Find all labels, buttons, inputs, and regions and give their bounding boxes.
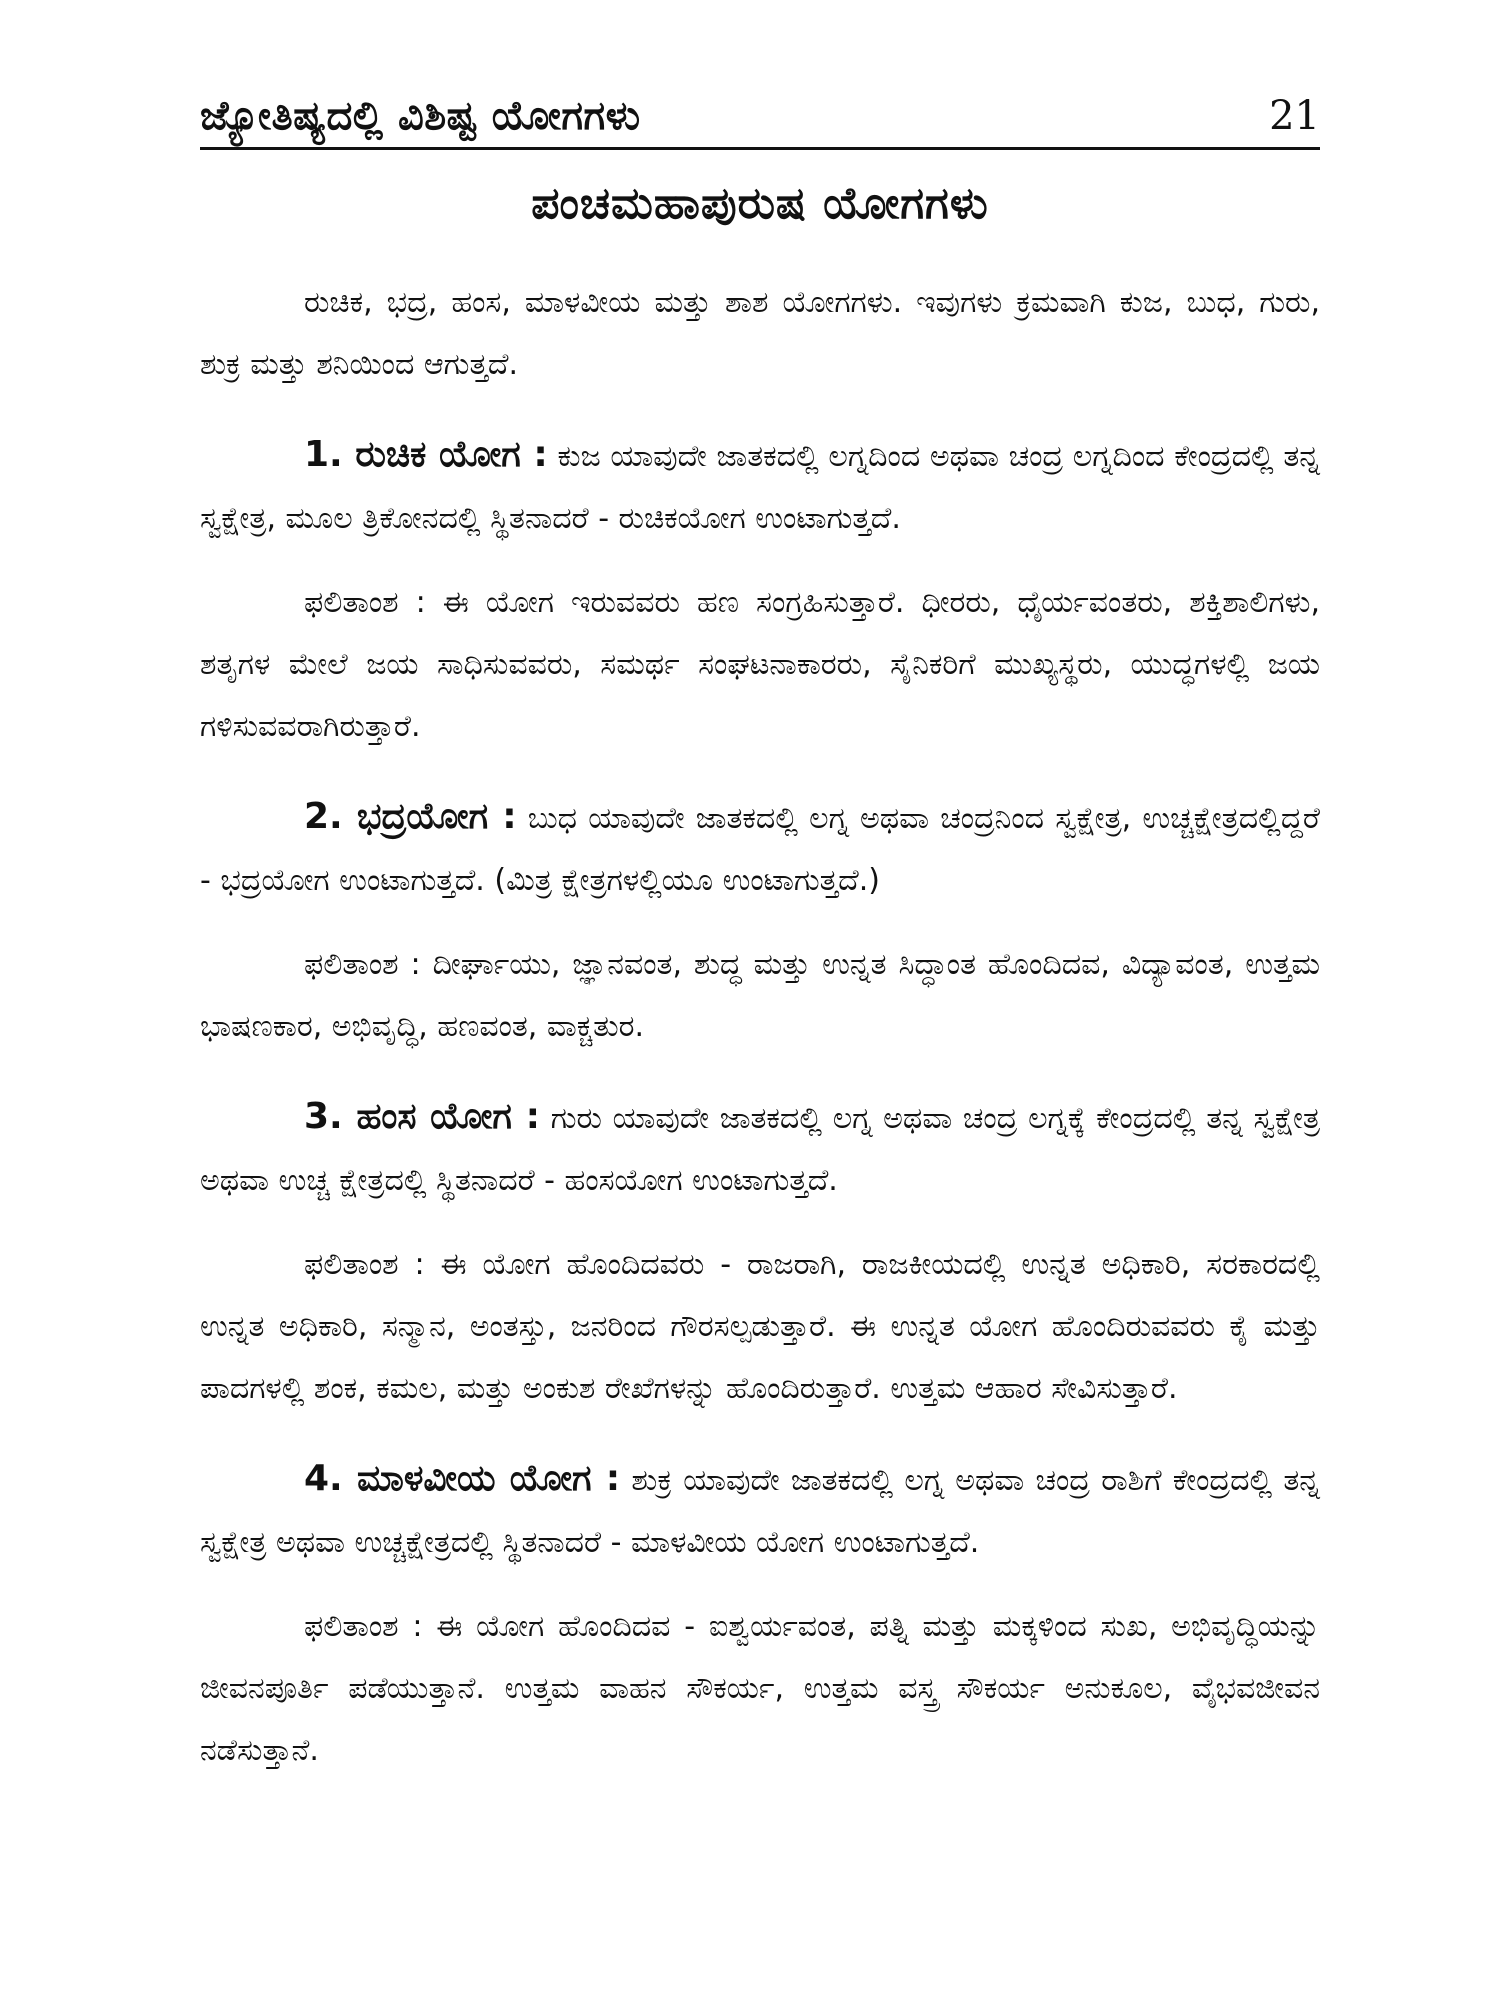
yoga-1-result-text: ಈ ಯೋಗ ಇರುವವರು ಹಣ ಸಂಗ್ರಹಿಸುತ್ತಾರೆ. ಧೀರರು, ಧೈರ್ಯವಂತರು, ಶಕ್ತಿಶಾಲಿಗಳು, ಶತೃಗಳ ಮೇಲೆ ಜಯ ಸಾಧಿಸುವವರು, ಸಮರ್ಥ ಸಂಘಟನಾಕಾರರು, ಸೈನಿಕರಿಗೆ ಮುಖ್ಯಸ್ಥರು, ಯುದ್ಧಗಳಲ್ಲಿ ಜಯ ಗಳಿಸುವವರಾಗಿರುತ್ತಾರೆ. bbox=[200, 585, 1320, 744]
yoga-3-result-text: ಈ ಯೋಗ ಹೊಂದಿದವರು - ರಾಜರಾಗಿ, ರಾಜಕೀಯದಲ್ಲಿ ಉನ್ನತ ಅಧಿಕಾರಿ, ಸರಕಾರದಲ್ಲಿ ಉನ್ನತ ಅಧಿಕಾರಿ, ಸನ್ಮಾನ, ಅಂತಸ್ತು, ಜನರಿಂದ ಗೌರಸಲ್ಪಡುತ್ತಾರೆ. ಈ ಉನ್ನತ ಯೋಗ ಹೊಂದಿರುವವರು ಕೈ ಮತ್ತು ಪಾದಗಳಲ್ಲಿ ಶಂಕ, ಕಮಲ, ಮತ್ತು ಅಂಕುಶ ರೇಖೆಗಳನ್ನು ಹೊಂದಿರುತ್ತಾರೆ. ಉತ್ತಮ ಆಹಾರ ಸೇವಿಸುತ್ತಾರೆ. bbox=[200, 1247, 1320, 1406]
section-title: ಪಂಚಮಹಾಪುರುಷ ಯೋಗಗಳು bbox=[531, 178, 989, 229]
page-number: 21 bbox=[1269, 93, 1320, 139]
intro-paragraph: ರುಚಿಕ, ಭದ್ರ, ಹಂಸ, ಮಾಳವೀಯ ಮತ್ತು ಶಾಶ ಯೋಗಗಳು. ಇವುಗಳು ಕ್ರಮವಾಗಿ ಕುಜ, ಬುಧ, ಗುರು, ಶುಕ್ರ ಮತ್ತು ಶನಿಯಿಂದ ಆಗುತ್ತದೆ. bbox=[200, 285, 1320, 382]
yoga-3-definition-text: ಗುರು ಯಾವುದೇ ಜಾತಕದಲ್ಲಿ ಲಗ್ನ ಅಥವಾ ಚಂದ್ರ ಲಗ್ನಕ್ಕೆ ಕೇಂದ್ರದಲ್ಲಿ ತನ್ನ ಸ್ವಕ್ಷೇತ್ರ ಅಥವಾ ಉಚ್ಚ ಕ್ಷೇತ್ರದಲ್ಲಿ ಸ್ಥಿತನಾದರೆ - ಹಂಸಯೋಗ ಉಂಟಾಗುತ್ತದೆ. bbox=[200, 1101, 1321, 1198]
yoga-4-definition bbox=[200, 1448, 1320, 1574]
yoga-1-heading: 1. ರುಚಿಕ ಯೋಗ : bbox=[304, 434, 548, 475]
yoga-4-definition-text: ಶುಕ್ರ ಯಾವುದೇ ಜಾತಕದಲ್ಲಿ ಲಗ್ನ ಅಥವಾ ಚಂದ್ರ ರಾಶಿಗೆ ಕೇಂದ್ರದಲ್ಲಿ ತನ್ನ ಸ್ವಕ್ಷೇತ್ರ ಅಥವಾ ಉಚ್ಚಕ್ಷೇತ್ರದಲ್ಲಿ ಸ್ಥಿತನಾದರೆ - ಮಾಳವೀಯ ಯೋಗ ಉಂಟಾಗುತ್ತದೆ. bbox=[200, 1463, 1320, 1560]
yoga-4-result-label: ಫಲಿತಾಂಶ : bbox=[304, 1609, 423, 1644]
yoga-4-result-text: ಈ ಯೋಗ ಹೊಂದಿದವ - ಐಶ್ವರ್ಯವಂತ, ಪತ್ನಿ ಮತ್ತು ಮಕ್ಕಳಿಂದ ಸುಖ, ಅಭಿವೃದ್ಧಿಯನ್ನು ಜೀವನಪೂರ್ತಿ ಪಡೆಯುತ್ತಾನೆ. ಉತ್ತಮ ವಾಹನ ಸೌಕರ್ಯ, ಉತ್ತಮ ವಸ್ತ್ರ ಸೌಕರ್ಯ ಅನುಕೂಲ, ವೈಭವಜೀವನ ನಡೆಸುತ್ತಾನೆ. bbox=[200, 1609, 1320, 1768]
yoga-4-heading: 4. ಮಾಳವೀಯ ಯೋಗ : bbox=[304, 1458, 621, 1499]
running-header bbox=[200, 80, 1320, 150]
page-content bbox=[200, 272, 1320, 1810]
yoga-1-result-label: ಫಲಿತಾಂಶ : bbox=[304, 585, 426, 620]
header-title: ಜ್ಯೋತಿಷ್ಯದಲ್ಲಿ ವಿಶಿಷ್ಟ ಯೋಗಗಳು bbox=[200, 93, 641, 139]
yoga-2-definition bbox=[200, 786, 1320, 912]
yoga-2-definition-text: ಬುಧ ಯಾವುದೇ ಜಾತಕದಲ್ಲಿ ಲಗ್ನ ಅಥವಾ ಚಂದ್ರನಿಂದ ಸ್ವಕ್ಷೇತ್ರ, ಉಚ್ಚಕ್ಷೇತ್ರದಲ್ಲಿದ್ದರೆ - ಭದ್ರಯೋಗ ಉಂಟಾಗುತ್ತದೆ. (ಮಿತ್ರ ಕ್ಷೇತ್ರಗಳಲ್ಲಿಯೂ ಉಂಟಾಗುತ್ತದೆ.) bbox=[200, 801, 1320, 898]
yoga-4-result bbox=[200, 1596, 1320, 1782]
yoga-3-result-label: ಫಲಿತಾಂಶ : bbox=[304, 1247, 425, 1282]
yoga-1-definition bbox=[200, 424, 1320, 550]
yoga-2-heading: 2. ಭದ್ರಯೋಗ : bbox=[304, 796, 517, 837]
yoga-3-definition bbox=[200, 1086, 1320, 1212]
yoga-2-result-text: ದೀರ್ಘಾಯು, ಜ್ಞಾನವಂತ, ಶುದ್ಧ ಮತ್ತು ಉನ್ನತ ಸಿದ್ಧಾಂತ ಹೊಂದಿದವ, ವಿದ್ಯಾವಂತ, ಉತ್ತಮ ಭಾಷಣಕಾರ, ಅಭಿವೃದ್ಧಿ, ಹಣವಂತ, ವಾಕ್ಚತುರ. bbox=[200, 947, 1320, 1044]
yoga-3-heading: 3. ಹಂಸ ಯೋಗ : bbox=[304, 1096, 541, 1137]
yoga-1-definition-text: ಕುಜ ಯಾವುದೇ ಜಾತಕದಲ್ಲಿ ಲಗ್ನದಿಂದ ಅಥವಾ ಚಂದ್ರ ಲಗ್ನದಿಂದ ಕೇಂದ್ರದಲ್ಲಿ ತನ್ನ ಸ್ವಕ್ಷೇತ್ರ, ಮೂಲ ತ್ರಿಕೋನದಲ್ಲಿ ಸ್ಥಿತನಾದರೆ - ರುಚಿಕಯೋಗ ಉಂಟಾಗುತ್ತದೆ. bbox=[200, 439, 1320, 536]
yoga-1-result bbox=[200, 572, 1320, 758]
yoga-2-result bbox=[200, 934, 1320, 1058]
yoga-2-result-label: ಫಲಿತಾಂಶ : bbox=[304, 947, 421, 982]
yoga-3-result bbox=[200, 1234, 1320, 1420]
